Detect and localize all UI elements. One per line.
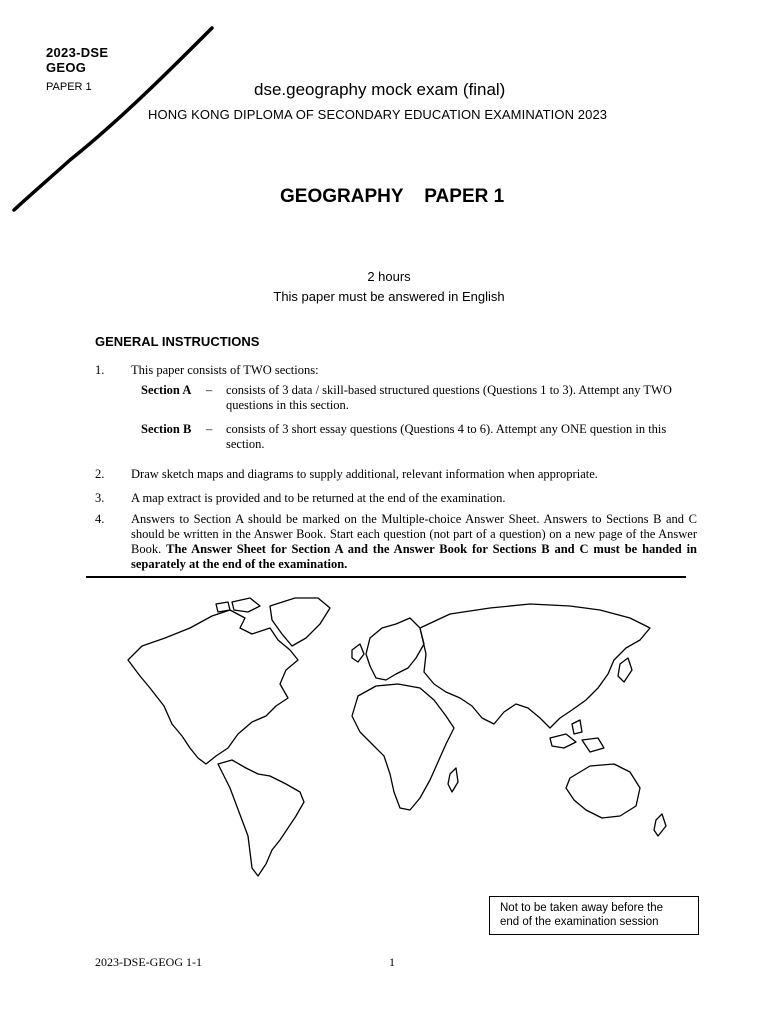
horizontal-rule [86,576,686,578]
mock-exam-title: dse.geography mock exam (final) [254,80,506,99]
item-text-1: This paper consists of TWO sections: [131,363,319,377]
north-america-outline [128,610,298,764]
item-text-4 [131,512,697,572]
madagascar-outline [448,768,458,792]
item-text-4-bold: The Answer Sheet for Section A and the Answer Book for Sections B and C must be handed in separately at the end of the examination. [131,542,697,571]
language-note: This paper must be answered in English [273,289,505,304]
section-b-desc-line1: consists of 3 short essay questions (Questions 4 to 6). Attempt any ONE question in this [226,422,667,436]
page-number: 1 [389,955,395,969]
section-a-dash: – [206,383,213,397]
item-text-3: A map extract is provided and to be returned at the end of the examination. [131,491,506,505]
footer-paper-code: 2023-DSE-GEOG 1-1 [95,955,202,969]
section-b-label: Section B [141,422,192,436]
africa-outline [352,684,454,810]
notice-line1: Not to be taken away before the [500,902,664,914]
section-b-desc-line2: section. [226,437,265,451]
item-text-4-plain: Answers to Section A should be marked on the Multiple-choice Answer Sheet. Answers to Sections B and C should be written in the Answer Book. Start each question (not part of a question) on a new page of the Answer Book. [131,512,697,556]
australia-outline [566,764,640,818]
arctic-islands-outline [216,598,260,612]
item-text-2: Draw sketch maps and diagrams to supply additional, relevant information when appropriate. [131,467,598,481]
notice-line2: end of the examination session [500,916,659,928]
item-number-2: 2. [95,467,105,481]
paper-code-line2: GEOG [46,60,87,75]
section-a-desc-line1: consists of 3 data / skill-based structured questions (Questions 1 to 3). Attempt any TWO [226,383,672,397]
item-number-3: 3. [95,491,105,505]
british-isles-outline [352,644,364,662]
south-america-outline [218,760,304,876]
paper-label: PAPER 1 [46,81,92,93]
southeast-asia-islands-outline [550,720,604,752]
exam-duration: 2 hours [367,269,411,284]
world-map-outline [120,588,680,878]
notice-box [489,896,699,935]
item-number-4: 4. [95,512,105,526]
europe-outline [366,618,424,680]
greenland-outline [270,598,330,646]
section-a-label: Section A [141,383,192,397]
paper-code-line1: 2023-DSE [46,45,109,60]
exam-title: HONG KONG DIPLOMA OF SECONDARY EDUCATION EXAMINATION 2023 [148,107,608,122]
instructions-heading: GENERAL INSTRUCTIONS [95,334,260,349]
item-number-1: 1. [95,363,105,377]
new-zealand-outline [654,814,666,836]
section-b-dash: – [206,422,213,436]
subject-title: GEOGRAPHY PAPER 1 [280,186,505,207]
asia-outline [420,604,650,728]
japan-outline [618,658,632,682]
section-a-desc-line2: questions in this section. [226,398,349,412]
